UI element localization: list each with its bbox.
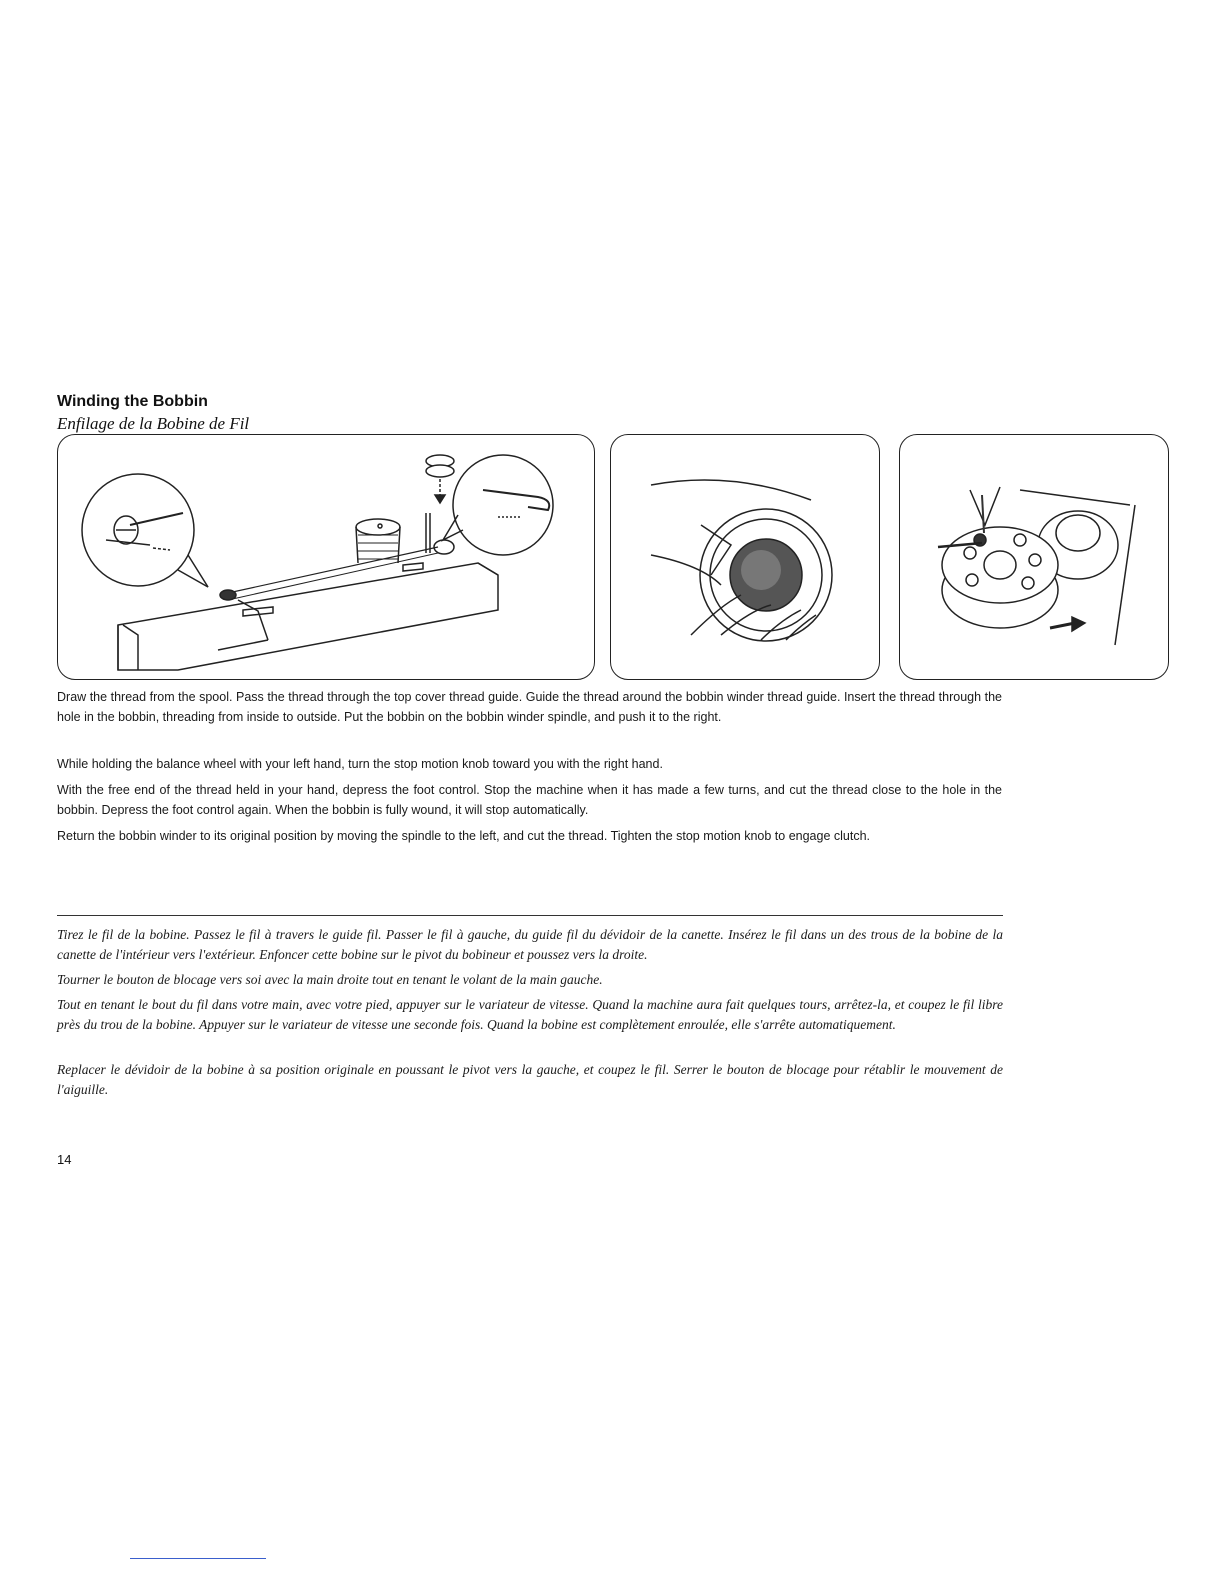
figure-balance-wheel [610, 434, 880, 680]
figure-bobbin-spindle [899, 434, 1169, 680]
instruction-english-3: With the free end of the thread held in your hand, depress the foot control. Stop the machine when it has made a few turns, and cut the thread close to the hole in the bobbin. Depress the foot control again. When the bobbin is fully wound, it will stop automatically. [57, 783, 1002, 817]
instruction-english-1: Draw the thread from the spool. Pass the thread through the top cover thread guide. Guide the thread around the bobbin winder thread guide. Insert the thread through the hole in the bobbin, threading from inside to outside. Put the bobbin on the bobbin winder spindle, and push it to the right. [57, 690, 1002, 724]
page-number: 14 [57, 1152, 72, 1167]
hand-turning-knob-illustration [611, 435, 879, 679]
instruction-french-2: Tourner le bouton de blocage vers soi avec la main droite tout en tenant le volant de la main gauche. [57, 972, 603, 987]
bobbin-threading-illustration [900, 435, 1168, 679]
instruction-french-1: Tirez le fil de la bobine. Passez le fil à travers le guide fil. Passer le fil à gauche, du guide fil du dévidoir de la canette. Insérez le fil dans un des trous de la bobine de la canette de l'intérieur vers l'extérieur. Enfoncer cette bobine sur le pivot du bobineur et poussez vers la droite. [57, 927, 1003, 962]
sewing-machine-top-illustration [58, 435, 594, 679]
instruction-french-4: Replacer le dévidoir de la bobine à sa position originale en poussant le pivot vers la gauche, et coupez le fil. Serrer le bouton de blocage pour rétablir le mouvement de l'aiguille. [57, 1062, 1003, 1097]
section-title-french: Enfilage de la Bobine de Fil [57, 414, 250, 433]
section-divider [57, 915, 1003, 916]
section-title-english: Winding the Bobbin [57, 393, 208, 410]
footer-link-line [130, 1558, 266, 1559]
instruction-english-4: Return the bobbin winder to its original position by moving the spindle to the left, and cut the thread. Tighten the stop motion knob to engage clutch. [57, 829, 871, 843]
instruction-french-3: Tout en tenant le bout du fil dans votre main, avec votre pied, appuyer sur le variateur de vitesse. Quand la machine aura fait quelques tours, arrêtez-la, et coupez le fil libre près du trou de la bobine. Appuyer sur le variateur de vitesse une seconde fois. Quand la bobine est complètement enroulée, elle s'arrête automatiquement. [57, 997, 1003, 1032]
instruction-english-2: While holding the balance wheel with your left hand, turn the stop motion knob toward you with the right hand. [57, 757, 663, 771]
figure-thread-path [57, 434, 595, 680]
